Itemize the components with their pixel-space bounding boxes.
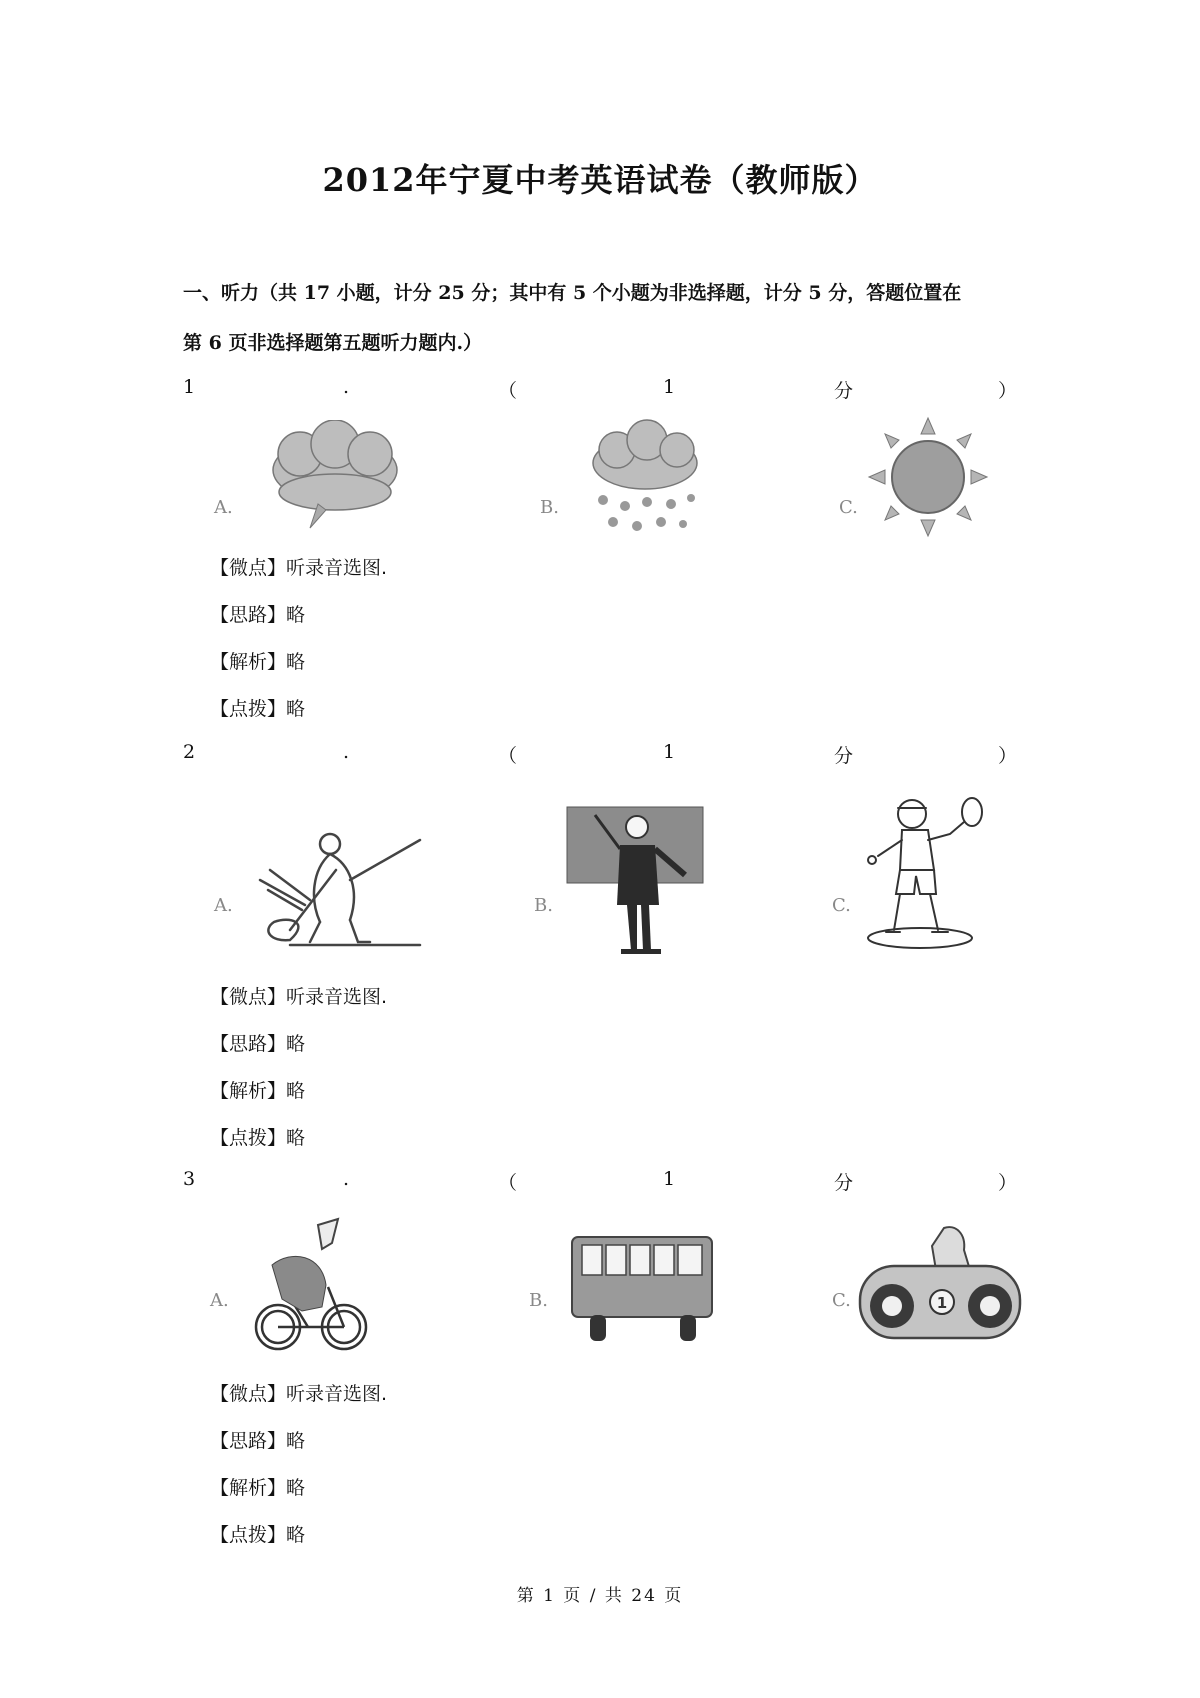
note-weidian: 【微点】听录音选图. bbox=[210, 1383, 388, 1405]
score-close-paren: ） bbox=[998, 745, 1018, 767]
score-open-paren: （ bbox=[498, 745, 518, 767]
score-open-paren: （ bbox=[498, 1172, 518, 1194]
cloud-picture bbox=[260, 420, 410, 532]
tennis-player-picture bbox=[860, 790, 990, 955]
question-dot: . bbox=[343, 741, 350, 763]
question-number: 1 bbox=[183, 376, 196, 398]
section-heading-line2: 第 6 页非选择题第五题听力题内.） bbox=[183, 332, 483, 354]
note-jiexi: 【解析】略 bbox=[210, 1477, 306, 1499]
note-dianbo: 【点拨】略 bbox=[210, 1524, 306, 1546]
score-unit: 分 bbox=[834, 745, 854, 767]
svg-text:1: 1 bbox=[936, 1294, 948, 1312]
note-dianbo: 【点拨】略 bbox=[210, 1127, 306, 1149]
score-unit: 分 bbox=[834, 380, 854, 402]
option-a-label: A. bbox=[214, 497, 233, 518]
sun-picture bbox=[865, 414, 991, 540]
sweeping-person-picture bbox=[250, 830, 430, 950]
question-number: 3 bbox=[183, 1168, 196, 1190]
note-silu: 【思路】略 bbox=[210, 1430, 306, 1452]
score-unit: 分 bbox=[834, 1172, 854, 1194]
note-weidian: 【微点】听录音选图. bbox=[210, 557, 388, 579]
note-silu: 【思路】略 bbox=[210, 1033, 306, 1055]
note-silu: 【思路】略 bbox=[210, 604, 306, 626]
score-close-paren: ） bbox=[998, 380, 1018, 402]
page-title: 2012年宁夏中考英语试卷（教师版） bbox=[322, 161, 878, 199]
cyclist-picture bbox=[252, 1215, 372, 1355]
option-c-label: C. bbox=[832, 895, 851, 916]
option-b-label: B. bbox=[534, 895, 553, 916]
score-close-paren: ） bbox=[998, 1172, 1018, 1194]
teacher-picture bbox=[565, 805, 705, 957]
option-b-label: B. bbox=[540, 497, 559, 518]
question-number: 2 bbox=[183, 741, 196, 763]
snow-cloud-picture bbox=[585, 418, 705, 538]
note-dianbo: 【点拨】略 bbox=[210, 698, 306, 720]
question-dot: . bbox=[343, 376, 350, 398]
section-heading-line1: 一、听力（共 17 小题，计分 25 分；其中有 5 个小题为非选择题，计分 5 分，答题位置在 bbox=[183, 282, 962, 304]
option-b-label: B. bbox=[529, 1290, 548, 1311]
option-c-label: C. bbox=[832, 1290, 851, 1311]
question-dot: . bbox=[343, 1168, 350, 1190]
page-footer: 第 1 页 / 共 24 页 bbox=[516, 1586, 684, 1606]
option-a-label: A. bbox=[214, 895, 233, 916]
score-value: 1 bbox=[663, 1168, 676, 1190]
section-heading bbox=[183, 268, 1043, 368]
option-a-label: A. bbox=[210, 1290, 229, 1311]
score-open-paren: （ bbox=[498, 380, 518, 402]
note-jiexi: 【解析】略 bbox=[210, 1080, 306, 1102]
bus-picture bbox=[568, 1233, 716, 1345]
option-c-label: C. bbox=[839, 497, 858, 518]
race-car-picture bbox=[856, 1222, 1026, 1348]
note-weidian: 【微点】听录音选图. bbox=[210, 986, 388, 1008]
note-jiexi: 【解析】略 bbox=[210, 651, 306, 673]
score-value: 1 bbox=[663, 741, 676, 763]
score-value: 1 bbox=[663, 376, 676, 398]
